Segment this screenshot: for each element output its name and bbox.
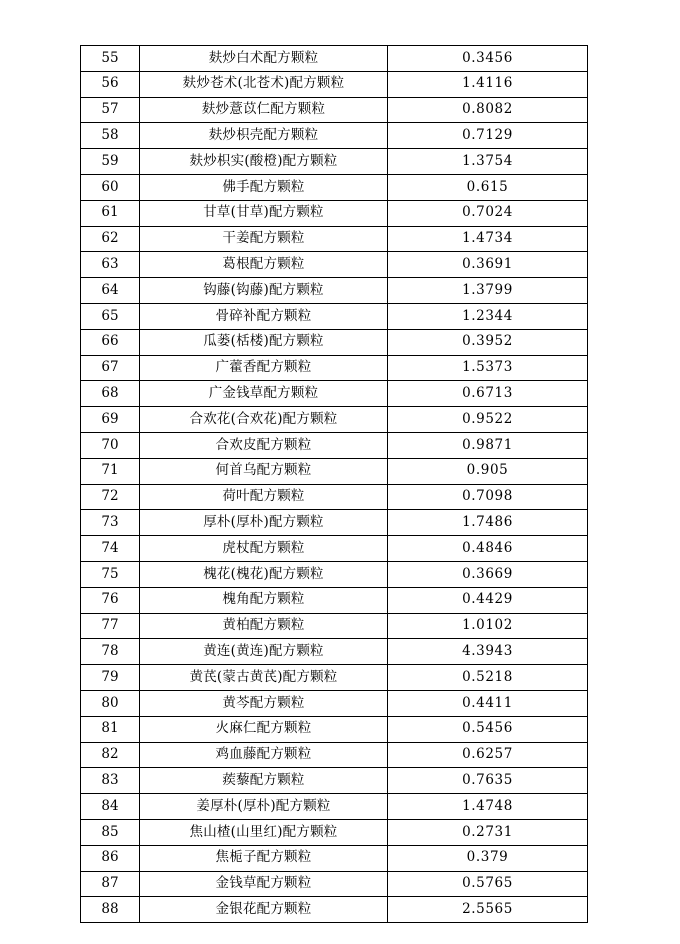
table-row [81,329,588,355]
price-cell: 0.2731 [388,819,588,845]
row-number-cell: 86 [81,845,140,871]
product-name-cell: 金钱草配方颗粒 [140,871,388,897]
row-number-cell: 76 [81,587,140,613]
price-cell: 1.7486 [388,510,588,536]
product-name-cell: 黄芪(蒙古黄芪)配方颗粒 [140,665,388,691]
product-name-cell: 麸炒白术配方颗粒 [140,46,388,72]
product-name-cell: 鸡血藤配方颗粒 [140,742,388,768]
table-row [81,587,588,613]
row-number-cell: 85 [81,819,140,845]
price-cell: 1.2344 [388,303,588,329]
table-row [81,716,588,742]
table-row [81,871,588,897]
table-row [81,200,588,226]
product-name-cell: 合欢花(合欢花)配方颗粒 [140,407,388,433]
product-name-cell: 黄芩配方颗粒 [140,690,388,716]
product-name-cell: 骨碎补配方颗粒 [140,303,388,329]
row-number-cell: 67 [81,355,140,381]
table-row [81,278,588,304]
product-name-cell: 广藿香配方颗粒 [140,355,388,381]
price-cell: 1.3754 [388,149,588,175]
price-cell: 0.9522 [388,407,588,433]
price-cell: 0.5218 [388,665,588,691]
table-row [81,97,588,123]
product-name-cell: 葛根配方颗粒 [140,252,388,278]
product-name-cell: 金银花配方颗粒 [140,897,388,923]
table-row [81,536,588,562]
table-row [81,897,588,923]
table-row [81,432,588,458]
price-cell: 0.5456 [388,716,588,742]
table-row [81,123,588,149]
row-number-cell: 63 [81,252,140,278]
table-row [81,845,588,871]
granule-price-table [80,45,588,923]
row-number-cell: 88 [81,897,140,923]
product-name-cell: 姜厚朴(厚朴)配方颗粒 [140,794,388,820]
table-row [81,381,588,407]
price-cell: 0.7635 [388,768,588,794]
row-number-cell: 83 [81,768,140,794]
price-cell: 0.7024 [388,200,588,226]
table-row [81,561,588,587]
product-name-cell: 虎杖配方颗粒 [140,536,388,562]
product-name-cell: 槐角配方颗粒 [140,587,388,613]
product-name-cell: 麸炒薏苡仁配方颗粒 [140,97,388,123]
row-number-cell: 68 [81,381,140,407]
product-name-cell: 广金钱草配方颗粒 [140,381,388,407]
price-cell: 0.8082 [388,97,588,123]
price-cell: 0.6257 [388,742,588,768]
price-cell: 0.3691 [388,252,588,278]
table-row [81,819,588,845]
product-name-cell: 厚朴(厚朴)配方颗粒 [140,510,388,536]
price-cell: 0.9871 [388,432,588,458]
table-body [81,46,588,923]
row-number-cell: 61 [81,200,140,226]
row-number-cell: 62 [81,226,140,252]
price-cell: 0.7129 [388,123,588,149]
row-number-cell: 70 [81,432,140,458]
price-cell: 1.4734 [388,226,588,252]
row-number-cell: 74 [81,536,140,562]
product-name-cell: 焦山楂(山里红)配方颗粒 [140,819,388,845]
product-name-cell: 槐花(槐花)配方颗粒 [140,561,388,587]
product-name-cell: 黄连(黄连)配方颗粒 [140,639,388,665]
row-number-cell: 60 [81,174,140,200]
table-row [81,71,588,97]
row-number-cell: 69 [81,407,140,433]
price-cell: 0.905 [388,458,588,484]
price-cell: 0.3952 [388,329,588,355]
row-number-cell: 84 [81,794,140,820]
price-cell: 1.5373 [388,355,588,381]
price-cell: 0.4411 [388,690,588,716]
price-cell: 1.0102 [388,613,588,639]
table-row [81,174,588,200]
row-number-cell: 57 [81,97,140,123]
table-row [81,252,588,278]
table-row [81,149,588,175]
price-cell: 0.4846 [388,536,588,562]
table-row [81,407,588,433]
product-name-cell: 焦栀子配方颗粒 [140,845,388,871]
table-row [81,794,588,820]
row-number-cell: 56 [81,71,140,97]
product-name-cell: 麸炒枳实(酸橙)配方颗粒 [140,149,388,175]
price-cell: 0.4429 [388,587,588,613]
table-row [81,768,588,794]
row-number-cell: 65 [81,303,140,329]
table-row [81,355,588,381]
row-number-cell: 55 [81,46,140,72]
row-number-cell: 66 [81,329,140,355]
price-cell: 0.379 [388,845,588,871]
row-number-cell: 79 [81,665,140,691]
table-row [81,484,588,510]
product-name-cell: 蒺藜配方颗粒 [140,768,388,794]
product-name-cell: 钩藤(钩藤)配方颗粒 [140,278,388,304]
price-cell: 2.5565 [388,897,588,923]
row-number-cell: 71 [81,458,140,484]
product-name-cell: 合欢皮配方颗粒 [140,432,388,458]
row-number-cell: 80 [81,690,140,716]
product-name-cell: 麸炒苍术(北苍术)配方颗粒 [140,71,388,97]
table-row [81,303,588,329]
price-cell: 0.3669 [388,561,588,587]
row-number-cell: 81 [81,716,140,742]
table-row [81,665,588,691]
row-number-cell: 64 [81,278,140,304]
table-row [81,46,588,72]
table-row [81,613,588,639]
table-row [81,226,588,252]
price-cell: 1.4116 [388,71,588,97]
row-number-cell: 78 [81,639,140,665]
price-cell: 1.4748 [388,794,588,820]
product-name-cell: 荷叶配方颗粒 [140,484,388,510]
price-cell: 1.3799 [388,278,588,304]
price-cell: 0.5765 [388,871,588,897]
row-number-cell: 75 [81,561,140,587]
product-name-cell: 麸炒枳壳配方颗粒 [140,123,388,149]
price-cell: 0.3456 [388,46,588,72]
product-name-cell: 甘草(甘草)配方颗粒 [140,200,388,226]
table-row [81,510,588,536]
product-name-cell: 干姜配方颗粒 [140,226,388,252]
product-name-cell: 黄柏配方颗粒 [140,613,388,639]
row-number-cell: 73 [81,510,140,536]
product-name-cell: 佛手配方颗粒 [140,174,388,200]
price-cell: 0.615 [388,174,588,200]
product-name-cell: 何首乌配方颗粒 [140,458,388,484]
row-number-cell: 59 [81,149,140,175]
row-number-cell: 77 [81,613,140,639]
row-number-cell: 58 [81,123,140,149]
row-number-cell: 87 [81,871,140,897]
table-row [81,742,588,768]
table-row [81,639,588,665]
table-row [81,690,588,716]
table-row [81,458,588,484]
price-cell: 4.3943 [388,639,588,665]
price-cell: 0.6713 [388,381,588,407]
price-cell: 0.7098 [388,484,588,510]
row-number-cell: 72 [81,484,140,510]
product-name-cell: 火麻仁配方颗粒 [140,716,388,742]
row-number-cell: 82 [81,742,140,768]
product-name-cell: 瓜蒌(栝楼)配方颗粒 [140,329,388,355]
